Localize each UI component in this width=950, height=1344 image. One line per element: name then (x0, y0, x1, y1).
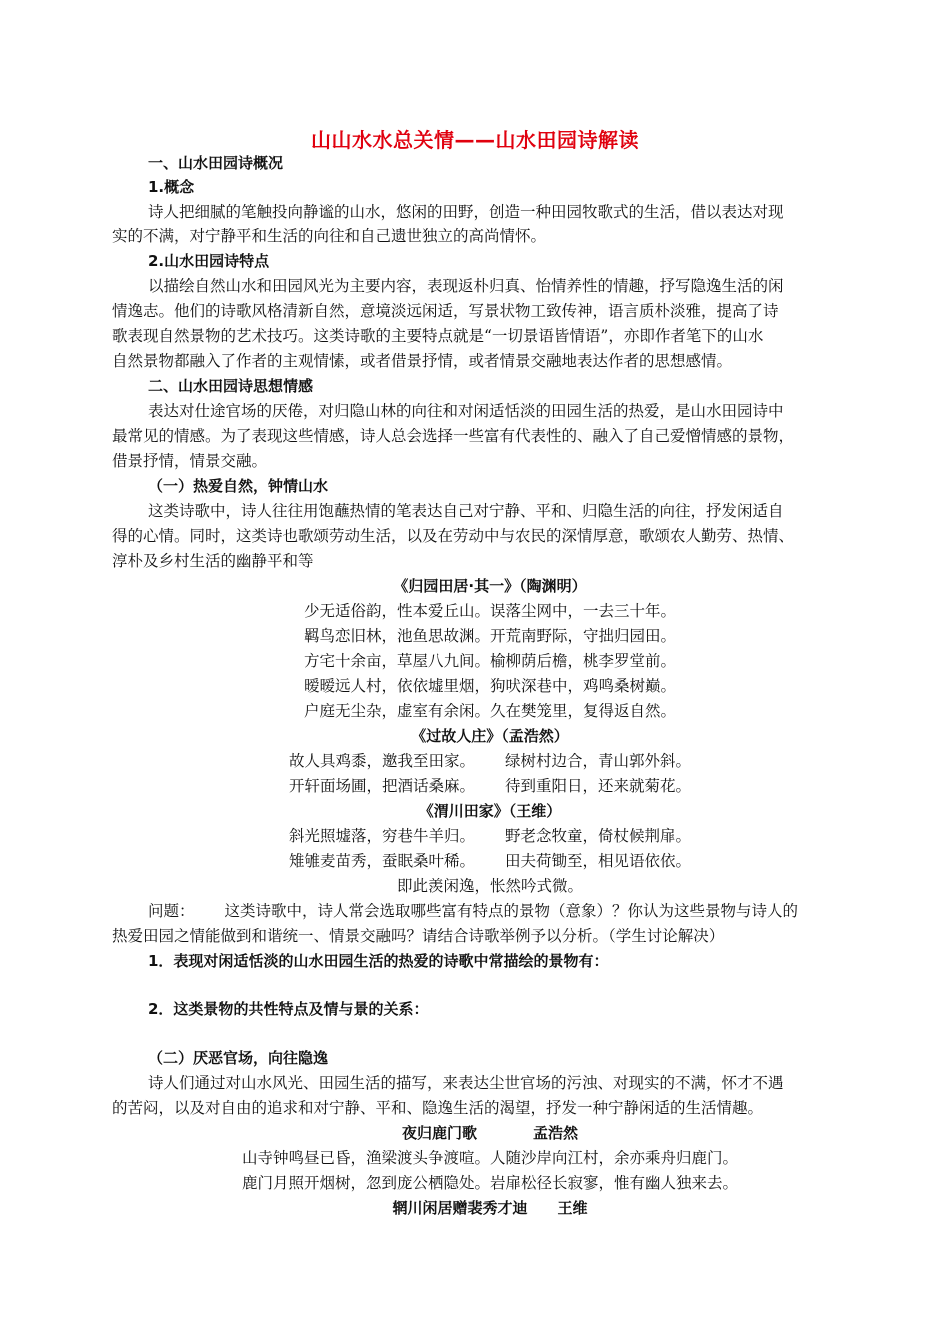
paragraph-line: 淳朴及乡村生活的幽静平和等 (112, 552, 314, 570)
paragraph-line: 借景抒情，情景交融。 (112, 452, 268, 470)
section-heading-2: 二、山水田园诗思想情感 (148, 377, 314, 395)
poem-line: 方宅十余亩，草屋八九间。榆柳荫后檐，桃李罗堂前。 (303, 652, 676, 670)
poem-line: 故人具鸡黍，邀我至田家。 绿树村边合，青山郭外斜。 (288, 752, 692, 770)
poem-line: 开轩面场圃，把酒话桑麻。 待到重阳日，还来就菊花。 (288, 777, 692, 795)
paragraph-line: 诗人把细腻的笔触投向静谧的山水，悠闲的田野，创造一种田园牧歌式的生活，借以表达对现 (148, 203, 784, 221)
paragraph-line: 诗人们通过对山水风光、田园生活的描写，来表达尘世官场的污浊、对现实的不满，怀才不遇 (148, 1074, 784, 1092)
poem-line: 山寺钟鸣昼已昏，渔梁渡头争渡喧。人随沙岸向江村，余亦乘舟归鹿门。 (241, 1149, 738, 1167)
paragraph-line: 的苦闷，以及对自由的追求和对宁静、平和、隐逸生活的渴望，抒发一种宁静闲适的生活情趣。 (112, 1099, 764, 1117)
poem-line: 即此羡闲逸，怅然吟式微。 (396, 877, 583, 895)
section-heading-1: 一、山水田园诗概况 (148, 154, 284, 172)
poem-line: 户庭无尘杂，虚室有余闲。久在樊笼里，复得返自然。 (303, 702, 676, 720)
question-line: 问题： 这类诗歌中，诗人常会选取哪些富有特点的景物（意象）？你认为这些景物与诗人的 (148, 902, 799, 920)
paragraph-line: 这类诗歌中，诗人往往用饱蘸热情的笔表达自己对宁静、平和、归隐生活的向往，抒发闲适自 (148, 502, 784, 520)
poem-line: 鹿门月照开烟树，忽到庞公栖隐处。岩扉松径长寂寥，惟有幽人独来去。 (241, 1174, 738, 1192)
poem-title: 《过故人庄》（孟浩然） (411, 727, 569, 745)
poem-title: 《渭川田家》（王维） (418, 802, 562, 820)
poem-title: 辋川闲居赠裴秀才迪 王维 (392, 1199, 588, 1217)
poem-title: 《归园田居·其一》（陶渊明） (393, 577, 587, 595)
paragraph-line: 得的心情。同时，这类诗也歌颂劳动生活，以及在劳动中与农民的深情厚意，歌颂农人勤劳、热情、 (112, 527, 795, 545)
paragraph-line: 情逸志。他们的诗歌风格清新自然，意境淡远闲适，写景状物工致传神，语言质朴淡雅，提高了诗 (112, 302, 779, 320)
question-line: 热爱田园之情能做到和谐统一、情景交融吗？请结合诗歌举例予以分析。（学生讨论解决） (112, 927, 725, 945)
paragraph-line: 表达对仕途官场的厌倦，对归隐山林的向往和对闲适恬淡的田园生活的热爱，是山水田园诗中 (148, 402, 784, 420)
paragraph-line: 歌表现自然景物的艺术技巧。这类诗歌的主要特点就是“一切景语皆情语”，亦即作者笔下的山水 (112, 327, 764, 345)
page-title: 山山水水总关情——山水田园诗解读 (311, 128, 639, 152)
poem-line: 暧暧远人村，依依墟里烟，狗吠深巷中，鸡鸣桑树巅。 (303, 677, 676, 695)
paragraph-line: 以描绘自然山水和田园风光为主要内容，表现返朴归真、怡情养性的情趣，抒写隐逸生活的闲 (148, 277, 784, 295)
subsection-heading-2: （二）厌恶官场，向往隐逸 (148, 1049, 329, 1067)
paragraph-line: 最常见的情感。为了表现这些情感，诗人总会选择一些富有代表性的、融入了自己爱憎情感的景物， (112, 427, 795, 445)
poem-title: 夜归鹿门歌 孟浩然 (401, 1124, 579, 1142)
subheading-features: 2.山水田园诗特点 (148, 252, 270, 270)
poem-line: 斜光照墟落，穷巷牛羊归。 野老念牧童，倚杖候荆扉。 (288, 827, 692, 845)
question-item-2: 2．这类景物的共性特点及情与景的关系： (148, 1000, 429, 1018)
poem-line: 雉雊麦苗秀，蚕眠桑叶稀。 田夫荷锄至，相见语依依。 (288, 852, 692, 870)
paragraph-line: 自然景物都融入了作者的主观情愫，或者借景抒情，或者情景交融地表达作者的思想感情。 (112, 352, 733, 370)
question-item-1: 1．表现对闲适恬淡的山水田园生活的热爱的诗歌中常描绘的景物有： (148, 952, 609, 970)
paragraph-line: 实的不满，对宁静平和生活的向往和自己遗世独立的高尚情怀。 (112, 227, 547, 245)
question-label: 问题： (148, 902, 195, 920)
subsection-heading-1: （一）热爱自然，钟情山水 (148, 477, 329, 495)
poem-line: 少无适俗韵，性本爱丘山。误落尘网中，一去三十年。 (303, 602, 676, 620)
poem-line: 羁鸟恋旧林，池鱼思故渊。开荒南野际，守拙归园田。 (303, 627, 676, 645)
subheading-concept: 1.概念 (148, 178, 195, 196)
